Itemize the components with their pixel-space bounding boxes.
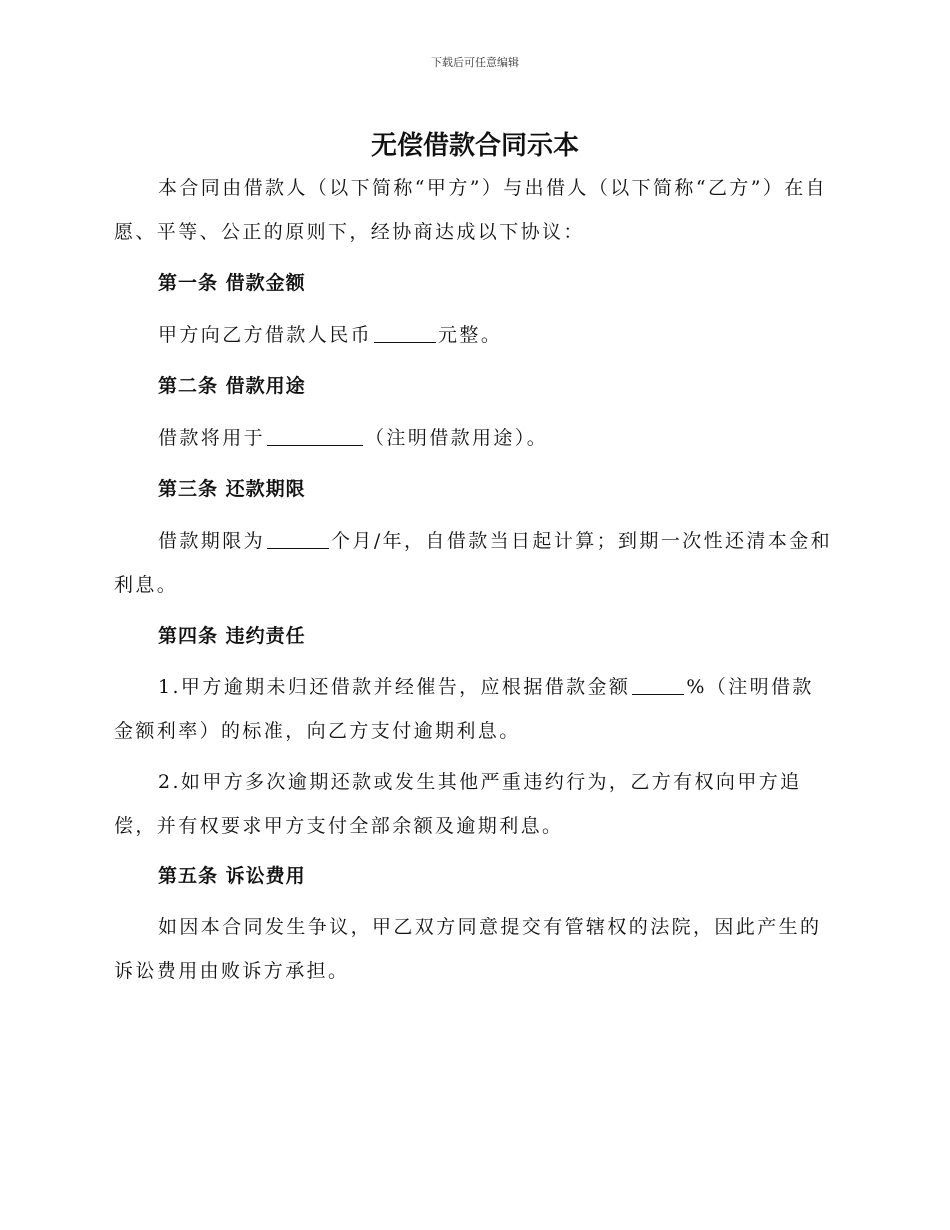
section-1-text-after: 元整。 [438,324,503,346]
purpose-blank [267,425,363,446]
section-3-heading: 第三条 还款期限 [158,478,306,500]
section-4-paragraph-2: 2.如甲方多次逾期还款或发生其他严重违约行为，乙方有权向甲方追偿，并有权要求甲方支付全部余额及逾期利息。 [114,771,802,837]
section-5-heading: 第五条 诉讼费用 [158,865,306,887]
amount-blank [374,322,436,343]
section-5-paragraph: 如因本合同发生争议，甲乙双方同意提交有管辖权的法院，因此产生的诉讼费用由败诉方承担。 [114,916,822,982]
section-2-paragraph [114,416,834,460]
header-note: 下载后可任意编辑 [431,56,519,69]
section-4-paragraph-1 [114,665,834,753]
intro-paragraph: 本合同由借款人（以下简称“甲方”）与出借人（以下简称“乙方”）在自愿、平等、公正的原则下，经协商达成以下协议： [114,177,828,243]
term-blank [267,528,329,549]
section-2-text-before: 借款将用于 [158,427,266,449]
section-3-text-after: 个月/年，自借款当日起计算；到期一次性还清本金和利息。 [114,530,833,596]
section-4-text-before: 1.甲方逾期未归还借款并经催告，应根据借款金额 [158,676,631,698]
section-4-heading: 第四条 违约责任 [158,625,306,647]
section-1-text-before: 甲方向乙方借款人民币 [158,324,373,346]
section-3-paragraph [114,519,834,607]
section-2-heading: 第二条 借款用途 [158,375,306,397]
section-3-text-before: 借款期限为 [158,530,266,552]
section-1-heading: 第一条 借款金额 [158,272,306,294]
section-4-text-after: %（注明借款金额利率）的标准，向乙方支付逾期利息。 [114,676,814,742]
section-1-paragraph [114,313,834,357]
document-title: 无偿借款合同示本 [370,131,579,161]
section-2-text-after: （注明借款用途）。 [365,427,549,449]
rate-blank [632,674,684,695]
